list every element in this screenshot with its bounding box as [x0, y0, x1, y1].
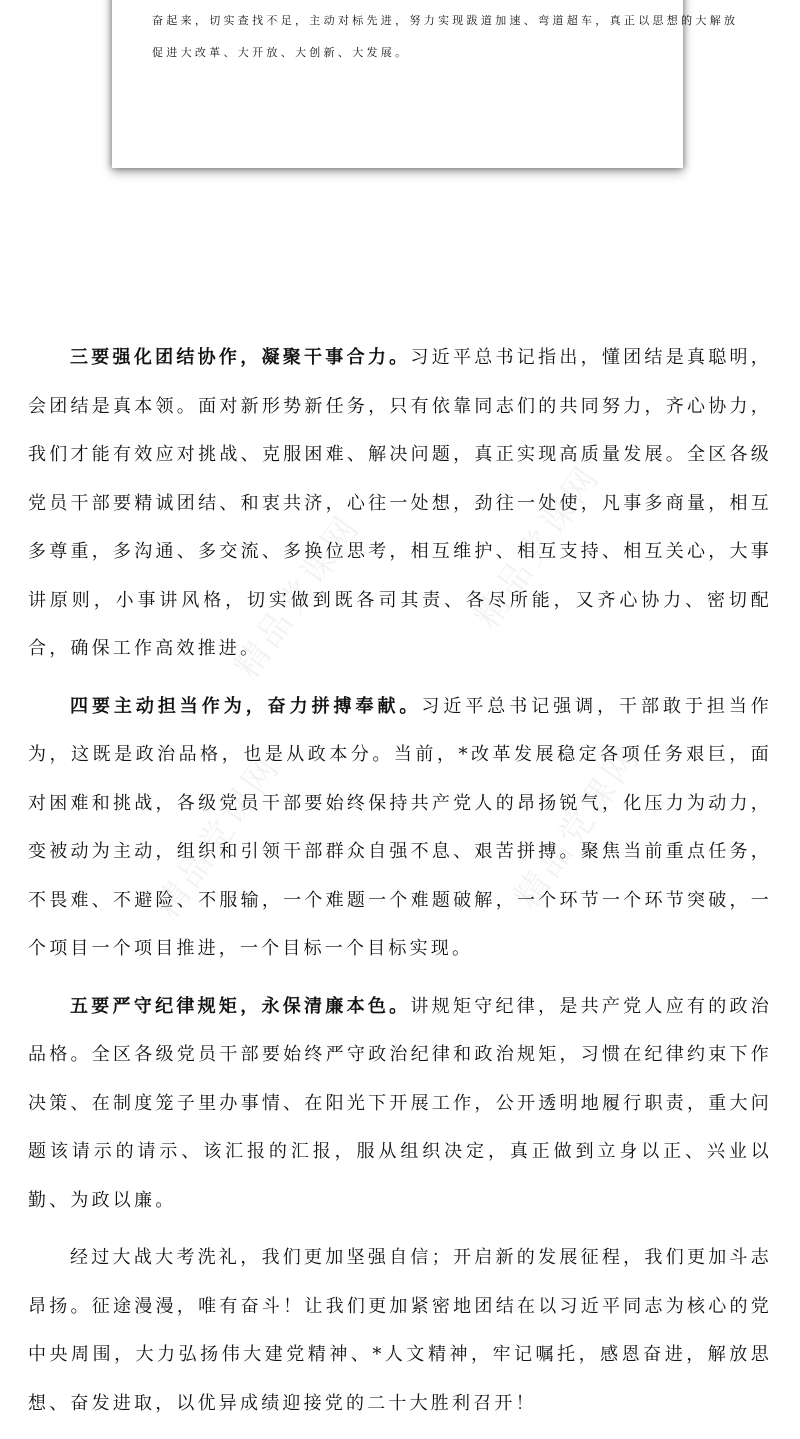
paragraph-text: 习近平总书记强调，干部敢于担当作为，这既是政治品格，也是从政本分。当前，*改革发展稳定各项任务艰巨，面对困难和挑战，各级党员干部要始终保持共产党人的昂扬锐气，化压力为动力，变被动为主动，组织和引领干部群众自强不息、艰苦拼搏。聚焦当前重点任务，不畏难、不避险、不服输，一个难题一个难题破解，一个环节一个环节突破，一个项目一个项目推进，一个目标一个目标实现。 — [28, 695, 773, 959]
paragraph — [28, 683, 772, 974]
document-page-card — [112, 0, 739, 168]
watermark: 精品党课网 — [506, 737, 649, 916]
paragraph-lead: 四要主动担当作为，奋力拼搏奉献。 — [70, 695, 422, 717]
paragraph-text: 经过大战大考洗礼，我们更加坚强自信；开启新的发展征程，我们更加斗志昂扬。征途漫漫，唯有奋斗！让我们更加紧密地团结在以习近平同志为核心的党中央周围，大力弘扬伟大建党精神、*人文精神，牢记嘱托，感恩奋进，解放思想、奋发进取，以优异成绩迎接党的二十大胜利召开！ — [28, 1247, 772, 1414]
card-line-1: 奋起来，切实查找不足，主动对标先进，努力实现跋道加速、弯道超车，真正以思想的大解放 — [152, 14, 739, 27]
watermark: 精品党课网 — [146, 747, 289, 926]
paragraph — [28, 1234, 772, 1428]
paragraph-lead: 三要强化团结协作，凝聚干事合力。 — [70, 347, 411, 368]
card-line-2: 促进大改革、大开放、大创新、大发展。 — [152, 46, 410, 59]
paragraph — [28, 983, 772, 1226]
paragraph-lead: 五要严守纪律规矩，永保清廉本色。 — [70, 995, 411, 1017]
paragraph-text: 习近平总书记指出，懂团结是真聪明，会团结是真本领。面对新形势新任务，只有依靠同志们的共同努力，齐心协力，我们才能有效应对挑战、克服困难、解决问题，真正实现高质量发展。全区各级党员干部要精诚团结、和衷共济，心往一处想，劲往一处使，凡事多商量，相互多尊重，多沟通、多交流、多换位思考，相互维护、相互支持、相互关心，大事讲原则，小事讲风格，切实做到既各司其责、各尽所能，又齐心协力、密切配合，确保工作高效推进。 — [28, 347, 772, 659]
paragraph — [28, 334, 772, 674]
watermark: 精品党课网 — [466, 457, 609, 636]
document-body — [28, 334, 772, 1437]
watermark: 精品党课网 — [226, 507, 369, 686]
paragraph-text: 讲规矩守纪律，是共产党人应有的政治品格。全区各级党员干部要始终严守政治纪律和政治规矩，习惯在纪律约束下作决策、在制度笼子里办事情、在阳光下开展工作，公开透明地履行职责，重大问题该请示的请示、该汇报的汇报，服从组织决定，真正做到立身以正、兴业以勤、为政以廉。 — [28, 995, 772, 1211]
